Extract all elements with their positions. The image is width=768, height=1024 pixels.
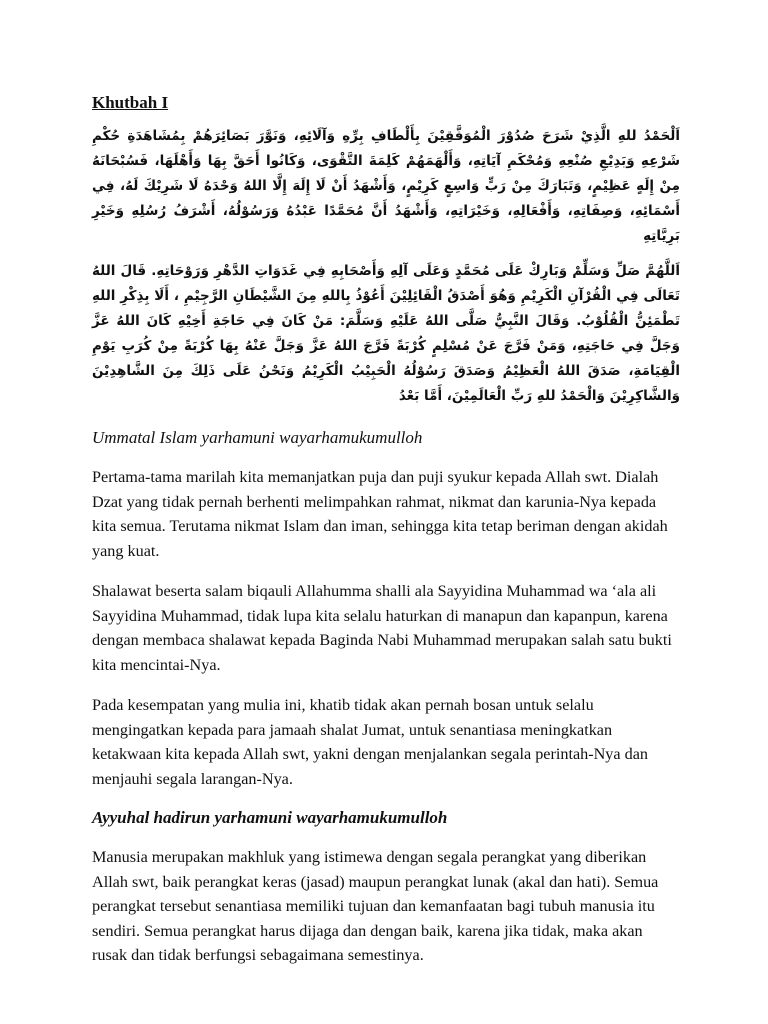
arabic-opening-praise: اَلْحَمْدُ للهِ الَّذِيْ شَرَحَ صُدُوْرَ الْمُوَفَّقِيْنَ بِأَلْطَافِ بِرِّهِ وَآلَائِهِ، وَنَوَّرَ بَصَائِرَهُمْ بِمُشَاهَدَةِ حُكْمِ شَرْعِهِ وَبَدِيْعِ صُنْعِهِ وَمُحْكَمِ آيَاتِهِ، وَأَلْهَمَهُمْ كَلِمَةَ التَّقْوَى، وَكَانُوا أَحَقَّ بِهَا وَأَهْلَهَا، فَسُبْحَانَهُ مِنْ إِلَهٍ عَظِيْمٍ، وَتَبَارَكَ مِنْ رَبٍّ وَاسِعٍ كَرِيْمٍ، وَأَشْهَدُ أَنْ لَا إِلَهَ إِلَّا اللهُ وَحْدَهُ لَا شَرِيْكَ لَهُ، فِي أَسْمَائِهِ، وَصِفَاتِهِ، وَأَفْعَالِهِ، وَخَيْرَاتِهِ، وَأَشْهَدُ أَنَّ مُحَمَّدًا عَبْدُهُ وَرَسُوْلُهُ، أَشْرَفُ رُسُلِهِ وَخَيْرِ بَرِيَّاتِهِ xyxy=(92,128,680,244)
paragraph-gratitude: Pertama-tama marilah kita memanjatkan puja dan puji syukur kepada Allah swt. Dialah Dzat yang tidak pernah berhenti melimpahkan rahmat, nikmat dan karunia-Nya kepada kita semua. Terutama nikmat Islam dan iman, sehingga kita tetap beriman dengan akidah yang kuat. xyxy=(92,468,668,560)
page-title: Khutbah I xyxy=(92,93,169,112)
paragraph-taqwa: Pada kesempatan yang mulia ini, khatib tidak akan pernah bosan untuk selalu mengingatkan kepada para jamaah shalat Jumat, untuk senantiasa meningkatkan ketakwaan kita kepada Allah swt, yakni dengan menjalankan segala perintah-Nya dan menjauhi segala larangan-Nya. xyxy=(92,696,649,788)
section-heading-ummatal: Ummatal Islam yarhamuni wayarhamukumulloh xyxy=(92,428,423,447)
section-heading-ayyuhal: Ayyuhal hadirun yarhamuni wayarhamukumulloh xyxy=(92,808,448,827)
paragraph-manusia: Manusia merupakan makhluk yang istimewa dengan segala perangkat yang diberikan Allah swt, baik perangkat keras (jasad) maupun perangkat lunak (akal dan hati). Semua perangkat tersebut senantiasa memiliki tujuan dan kemanfaatan bagi tubuh manusia itu sendiri. Semua perangkat harus dijaga dan dengan baik, karena jika tidak, maka akan rusak dan tidak berfungsi sebagaimana semestinya. xyxy=(92,848,659,964)
paragraph-shalawat: Shalawat beserta salam biqauli Allahumma shalli ala Sayyidina Muhammad wa ‘ala ali Sayyidina Muhammad, tidak lupa kita selalu haturkan di manapun dan kapanpun, karena dengan membaca shalawat kepada Baginda Nabi Muhammad merupakan salah satu bukti kita mencintai-Nya. xyxy=(92,582,672,674)
arabic-shalawat-verse: اَللَّهُمَّ صَلِّ وَسَلِّمْ وَبَارِكْ عَلَى مُحَمَّدٍ وَعَلَى آلِهِ وَأَصْحَابِهِ فِي غَدَوَاتِ الدَّهْرِ وَرَوْحَاتِهِ. قَالَ اللهُ تَعَالَى فِي الْقُرْآنِ الْكَرِيْمِ وَهُوَ أَصْدَقُ الْقَائِلِيْنَ أَعُوْذُ بِاللهِ مِنَ الشَّيْطَانِ الرَّجِيْمِ ، أَلَا بِذِكْرِ اللهِ تَطْمَئِنُّ الْقُلُوْبُ. وَقَالَ النَّبِيُّ صَلَّى اللهُ عَلَيْهِ وَسَلَّمَ: مَنْ كَانَ فِي حَاجَةِ أَخِيْهِ كَانَ اللهُ عَزَّ وَجَلَّ فِي حَاجَتِهِ، وَمَنْ فَرَّجَ عَنْ مُسْلِمٍ كُرْبَةً فَرَّجَ اللهُ عَزَّ وَجَلَّ عَنْهُ بِهَا كُرْبَةً مِنْ كُرَبِ يَوْمِ الْقِيَامَةِ، صَدَقَ اللهُ الْعَظِيْمُ وَصَدَقَ رَسُوْلُهُ الْحَبِيْبُ الْكَرِيْمُ وَنَحْنُ عَلَى ذَلِكَ مِنَ الشَّاهِدِيْنَ وَالشَّاكِرِيْنَ وَالْحَمْدُ للهِ رَبِّ الْعَالَمِيْنَ، أَمَّا بَعْدُ xyxy=(92,263,680,404)
